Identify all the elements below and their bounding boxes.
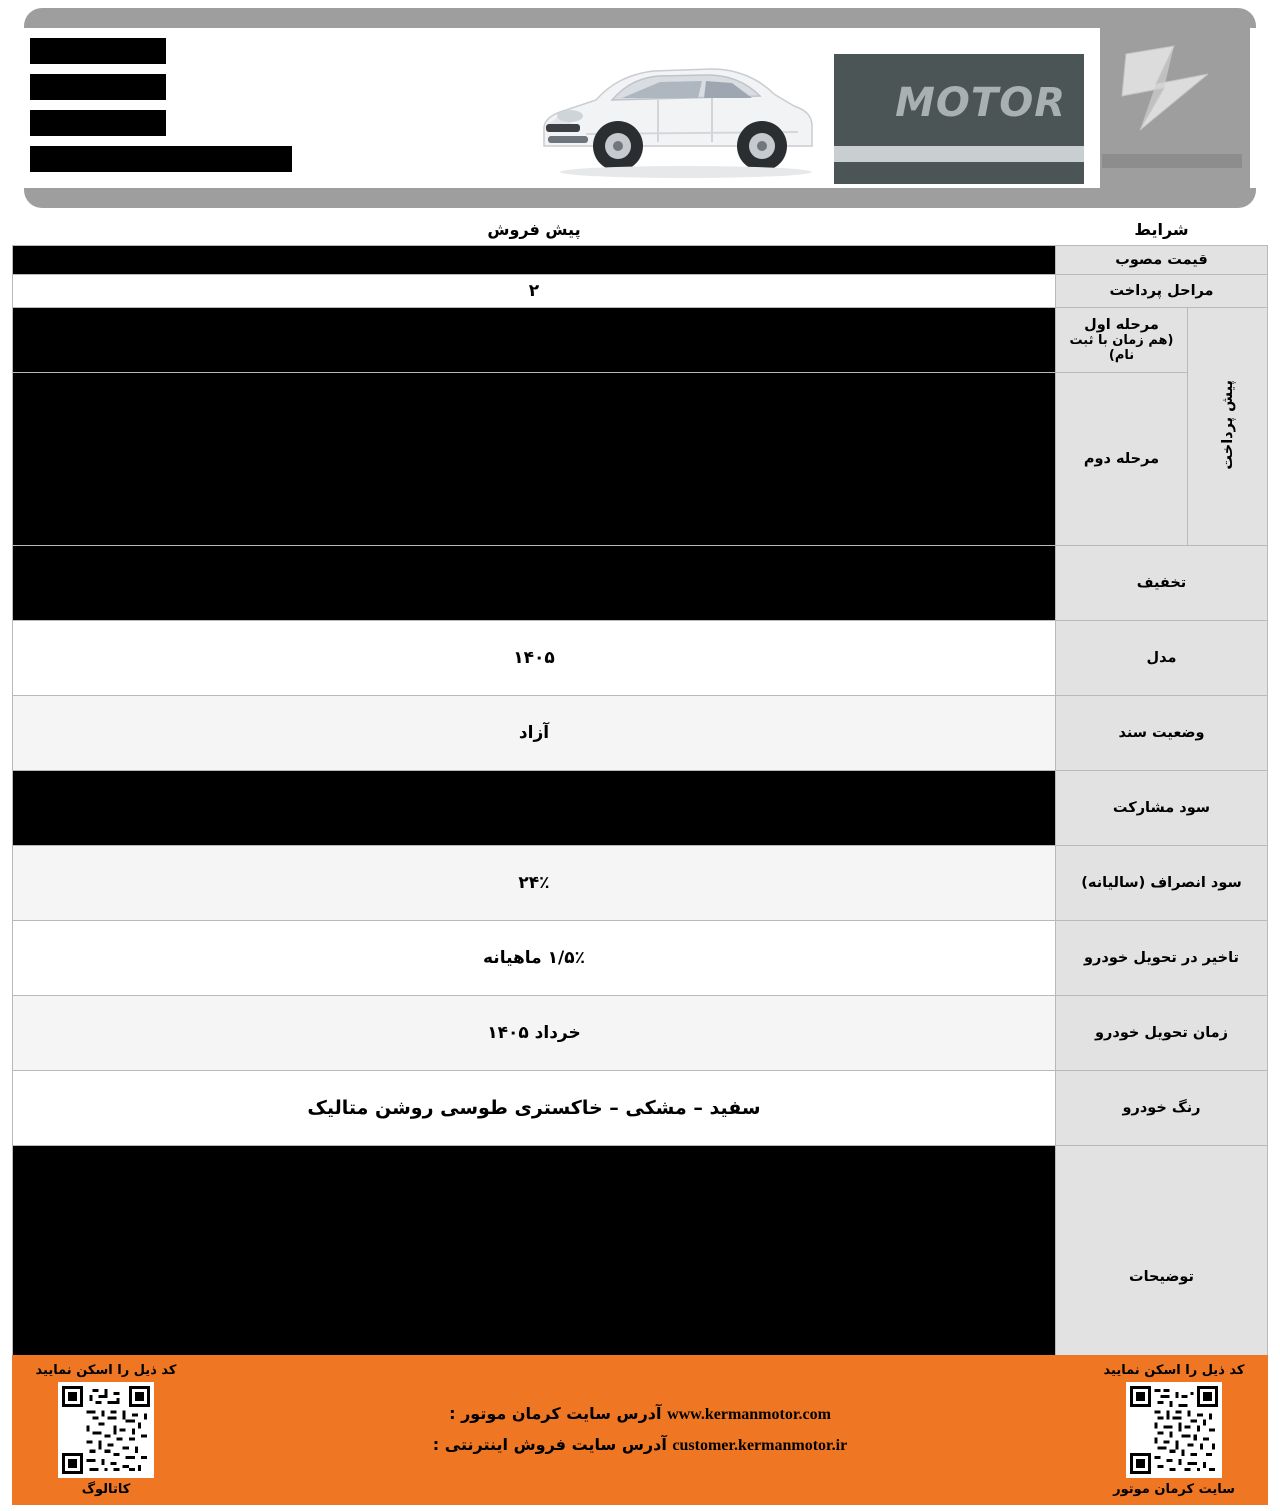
catalog-qr-caption-bottom: کاتالوگ xyxy=(81,1482,131,1497)
redacted-line-1 xyxy=(30,38,166,64)
company-logo-block xyxy=(1100,22,1250,192)
site-qr-block xyxy=(1094,1363,1254,1497)
catalog-qr-block xyxy=(26,1363,186,1497)
site-qr-caption-top: کد ذیل را اسکن نمایید xyxy=(1103,1363,1245,1378)
row-label-payment-stages: مراحل پرداخت xyxy=(1056,275,1268,308)
row-label-stage-one-line2: (هم زمان با ثبت نام) xyxy=(1069,333,1174,363)
document-footer xyxy=(12,1355,1268,1505)
row-group-prepayment-label: پیش پرداخت xyxy=(1219,379,1236,470)
row-label-delivery-time: زمان تحویل خودرو xyxy=(1056,996,1268,1071)
row-value-participation-profit xyxy=(13,771,1056,846)
vehicle-photo xyxy=(526,28,826,188)
footer-website-url[interactable]: www.kermanmotor.com xyxy=(667,1405,831,1423)
plan-header-label: پیش فروش xyxy=(487,220,581,239)
row-label-stage-one-line1: مرحله اول xyxy=(1084,317,1159,333)
footer-shop-label: آدرس سایت فروش اینترنتی : xyxy=(432,1435,667,1454)
redacted-line-3 xyxy=(30,110,166,136)
row-value-delivery-delay: ۱/۵٪ ماهیانه xyxy=(13,921,1056,996)
footer-shop-url[interactable]: customer.kermanmotor.ir xyxy=(672,1437,848,1454)
redacted-title-block xyxy=(30,30,290,190)
vehicle-illustration-icon xyxy=(526,36,826,181)
table-row xyxy=(13,696,1268,771)
table-row xyxy=(13,546,1268,621)
table-row xyxy=(13,996,1268,1071)
catalog-qr-caption-top: کد ذیل را اسکن نمایید xyxy=(35,1363,177,1378)
brand-plate xyxy=(834,54,1084,184)
row-label-descriptions: توضیحات xyxy=(1056,1146,1268,1409)
footer-links xyxy=(186,1399,1094,1462)
row-value-delivery-time: خرداد ۱۴۰۵ xyxy=(13,996,1056,1071)
conditions-table xyxy=(12,214,1268,1409)
row-group-prepayment xyxy=(1188,308,1268,546)
brand-underline-bar xyxy=(834,146,1084,162)
footer-line-1 xyxy=(186,1399,1094,1430)
row-value-discount xyxy=(13,546,1056,621)
table-row xyxy=(13,846,1268,921)
table-row xyxy=(13,1071,1268,1146)
catalog-qr-code[interactable] xyxy=(58,1382,154,1478)
row-value-document-status: آزاد xyxy=(13,696,1056,771)
table-row xyxy=(13,921,1268,996)
row-label-cancellation-profit: سود انصراف (سالیانه) xyxy=(1056,846,1268,921)
row-value-stage-one xyxy=(13,308,1056,373)
redacted-line-4 xyxy=(30,146,292,172)
row-label-document-status: وضعیت سند xyxy=(1056,696,1268,771)
conditions-header-label: شرایط xyxy=(1134,220,1189,239)
table-row xyxy=(13,308,1268,373)
table-row xyxy=(13,373,1268,546)
row-label-stage-two: مرحله دوم xyxy=(1056,373,1188,546)
row-label-price-approved: قیمت مصوب xyxy=(1056,246,1268,275)
row-value-price-approved xyxy=(13,246,1056,275)
row-label-delivery-delay: تاخیر در تحویل خودرو xyxy=(1056,921,1268,996)
row-label-car-color: رنگ خودرو xyxy=(1056,1071,1268,1146)
logo-caption-bar xyxy=(1102,154,1242,168)
brand-wordmark: MOTOR xyxy=(895,80,1066,126)
document-header xyxy=(24,8,1256,208)
footer-line-2 xyxy=(186,1430,1094,1461)
row-label-model: مدل xyxy=(1056,621,1268,696)
row-value-cancellation-profit: ۲۴٪ xyxy=(13,846,1056,921)
site-qr-code[interactable] xyxy=(1126,1382,1222,1478)
table-row xyxy=(13,621,1268,696)
site-qr-caption-bottom: سایت کرمان موتور xyxy=(1113,1482,1235,1497)
table-row xyxy=(13,275,1268,308)
row-value-model: ۱۴۰۵ xyxy=(13,621,1056,696)
table-row xyxy=(13,771,1268,846)
kerman-motor-logo-icon xyxy=(1120,44,1220,134)
table-header-row xyxy=(13,214,1268,246)
price-sheet-page xyxy=(0,8,1280,1511)
row-label-stage-one xyxy=(1056,308,1188,373)
table-row xyxy=(13,246,1268,275)
row-label-participation-profit: سود مشارکت xyxy=(1056,771,1268,846)
row-value-stage-two xyxy=(13,373,1056,546)
row-label-discount: تخفیف xyxy=(1056,546,1268,621)
redacted-line-2 xyxy=(30,74,166,100)
footer-website-label: آدرس سایت کرمان موتور : xyxy=(449,1403,662,1423)
row-value-payment-stages: ۲ xyxy=(13,275,1056,308)
row-value-car-color: سفید – مشکی – خاکستری طوسی روشن متالیک xyxy=(13,1071,1056,1146)
